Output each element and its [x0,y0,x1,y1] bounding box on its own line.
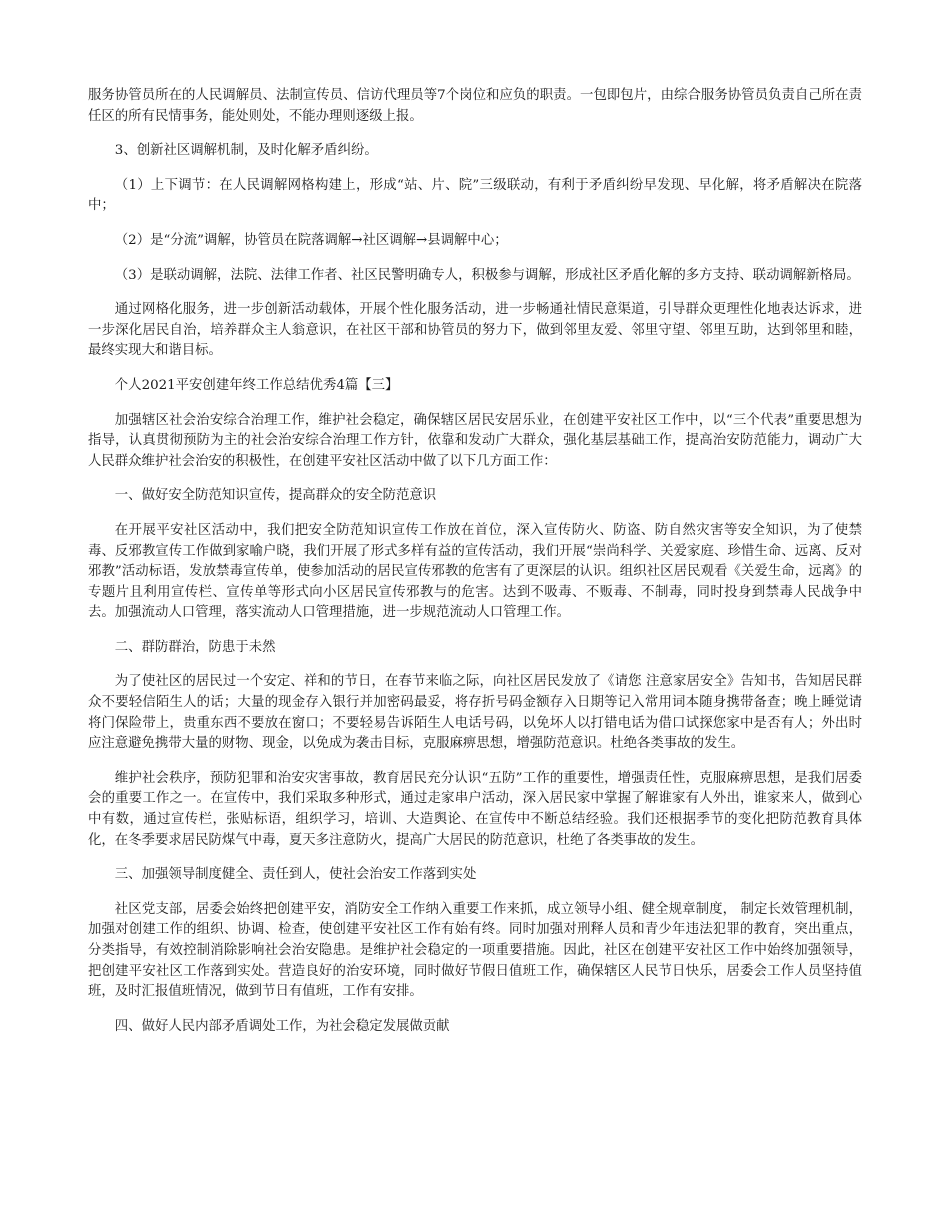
paragraph-grid-service: 通过网格化服务，进一步创新活动载体，开展个性化服务活动，进一步畅通社情民意渠道，引导群众更理性化地表达诉求，进一步深化居民自治，培养群众主人翁意识，在社区干部和协管员的努力下，做到邻里友爱、邻里守望、邻里互助，达到邻里和睦，最终实现大和谐目标。 [88,302,862,359]
paragraph-intro: 加强辖区社会治安综合治理工作，维护社会稳定，确保辖区居民安居乐业，在创建平安社区工作中，以“三个代表”重要思想为指导，认真贯彻预防为主的社会治安综合治理工作方针，依靠和发动广大群众，强化基层基础工作，提高治安防范能力，调动广大人民群众维护社会治安的积极性，在创建平安社区活动中做了以下几方面工作： [88,412,862,469]
paragraph-leadership: 社区党支部，居委会始终把创建平安，消防安全工作纳入重要工作来抓，成立领导小组、健全规章制度， 制定长效管理机制，加强对创建工作的组织、协调、检查，使创建平安社区工作有始有终。同时加强对刑释人员和青少年违法犯罪的教育，突出重点，分类指导，有效控制消除影响社会治安隐患。是维护社会稳定的一项重要措施。因此，社区在创建平安社区工作中始终加强领导，把创建平安社区工作落到实处。营造良好的治安环境，同时做好节假日值班工作，确保辖区人民节日快乐，居委会工作人员坚持值班，及时汇报值班情况，做到节日有值班，工作有安排。 [88,901,862,1000]
section-heading-four: 四、做好人民内部矛盾调处工作，为社会稳定发展做贡献 [114,1018,450,1034]
section-heading-mediation: 3、创新社区调解机制，及时化解矛盾纠纷。 [114,143,378,159]
paragraph-item-1: （1）上下调节：在人民调解网格构建上，形成“站、片、院”三级联动，有利于矛盾纠纷早发现、早化解，将矛盾解决在院落中； [88,177,862,214]
paragraph-item-3: （3）是联动调解，法院、法律工作者、社区民警明确专人，积极参与调解，形成社区矛盾化解的多方支持、联动调解新格局。 [114,267,860,283]
document-body [88,86,862,1051]
paragraph-social-order: 维护社会秩序，预防犯罪和治安灾害事故，教育居民充分认识“五防”工作的重要性，增强责任性，克服麻痹思想，是我们居委会的重要工作之一。在宣传中，我们采取多种形式，通过走家串户活动，深入居民家中掌握了解谁家有人外出，谁家来人，做到心中有数，通过宣传栏，张贴标语，组织学习，培训、大造舆论、在宣传中不断总结经验。我们还根据季节的变化把防范教育具体化，在冬季要求居民防煤气中毒，夏天多注意防火，提高广大居民的防范意识，杜绝了各类事故的发生。 [88,770,862,848]
section-heading-one: 一、做好安全防范知识宣传，提高群众的安全防范意识 [114,488,437,504]
paragraph-festival-safety: 为了使社区的居民过一个安定、祥和的节日，在春节来临之际，向社区居民发放了《请您 注意家居安全》告知书，告知居民群众不要轻信陌生人的话；大量的现金存入银行并加密码最妥，将存折号码金额存入日期等记入常用词本随身携带备查；晚上睡觉请将门保险带上，贵重东西不要放在窗口；不要轻易告诉陌生人电话号码，以免坏人以打错电话为借口试探您家中是否有人；外出时应注意避免携带大量的财物、现金，以免成为袭击目标，克服麻痹思想，增强防范意识。杜绝各类事故的发生。 [88,674,862,752]
section-heading-two: 二、群防群治，防患于未然 [114,639,276,655]
paragraph-item-2: （2）是“分流”调解，协管员在院落调解→社区调解→县调解中心； [114,232,508,248]
section-heading-three: 三、加强领导制度健全、责任到人，使社会治安工作落到实处 [114,867,477,883]
article-title-three: 个人2021平安创建年终工作总结优秀4篇【三】 [114,377,399,393]
paragraph-continuation: 服务协管员所在的人民调解员、法制宣传员、信访代理员等7个岗位和应负的职责。一包即包片，由综合服务协管员负责自己所在责任区的所有民情事务，能处则处，不能办理则逐级上报。 [88,88,862,124]
paragraph-safety-publicity: 在开展平安社区活动中，我们把安全防范知识宣传工作放在首位，深入宣传防火、防盗、防自然灾害等安全知识，为了使禁毒、反邪教宣传工作做到家喻户晓，我们开展了形式多样有益的宣传活动，我们开展“崇尚科学、关爱家庭、珍惜生命、远离、反对邪教”活动标语，发放禁毒宣传单，使参加活动的居民宣传邪教的危害有了更深层的认识。组织社区居民观看《关爱生命，远离》的专题片且利用宣传栏、宣传单等形式向小区居民宣传邪教与的危害。达到不吸毒、不贩毒、不制毒，同时投身到禁毒人民战争中去。加强流动人口管理，落实流动人口管理措施，进一步规范流动人口管理工作。 [88,522,862,621]
